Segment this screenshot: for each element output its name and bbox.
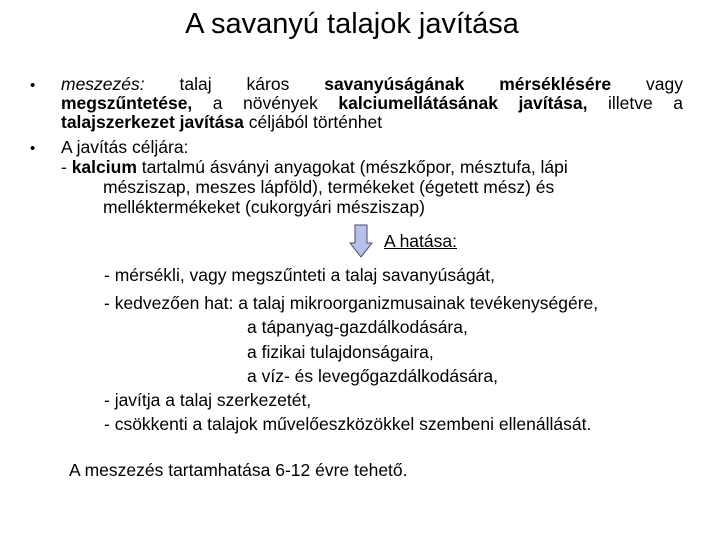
word: illetve [608, 93, 653, 113]
effect-line: a fizikai tulajdonságaira, [247, 342, 434, 362]
effect-line: - javítja a talaj szerkezetét, [104, 390, 312, 410]
word: növények [243, 93, 318, 113]
bullet-meszezes-line2 [61, 94, 683, 113]
bullet-meszezes-line1 [61, 75, 683, 94]
word: kalciumellátásának [338, 93, 498, 113]
word: a [673, 93, 683, 113]
text: céljából történhet [243, 112, 383, 132]
word: megszűntetése, [61, 93, 193, 113]
word: javítása, [518, 93, 588, 113]
bullet-meszezes-line3 [61, 113, 683, 132]
word: mérséklésére [499, 74, 612, 94]
javitas-line1 [61, 158, 568, 177]
bullet-marker: • [30, 77, 36, 94]
word: káros [246, 74, 290, 94]
text: - [61, 157, 72, 177]
bold-word: kalcium [71, 157, 137, 177]
bold-phrase: talajszerkezet javítása [61, 112, 244, 132]
page-title: A savanyú talajok javítása [185, 8, 519, 40]
bullet-javitas-heading: A javítás céljára: [61, 137, 189, 157]
effect-heading: A hatása: [384, 231, 457, 251]
text: tartalmú ásványi anyagokat (mészkőpor, mésztufa, lápi [136, 157, 568, 177]
word: a [212, 93, 223, 113]
effect-line: - csökkenti a talajok művelőeszközökkel szembeni ellenállását. [104, 414, 592, 434]
effect-line: a tápanyag-gazdálkodására, [247, 317, 468, 337]
effect-line: - mérsékli, vagy megszűnteti a talaj savanyúságát, [104, 265, 496, 285]
meszezes-term: meszezés: [61, 74, 145, 94]
javitas-line2: mésziszap, meszes lápföld), termékeket (égetett mész) és [103, 177, 555, 197]
down-arrow-icon [349, 224, 373, 258]
effect-line: - kedvezően hat: a talaj mikroorganizmusainak tevékenységére, [104, 293, 599, 313]
footer-note: A meszezés tartamhatása 6-12 évre tehető. [69, 460, 408, 480]
word: talaj [179, 74, 212, 94]
bullet-meszezes [61, 75, 683, 132]
javitas-line3: melléktermékeket (cukorgyári mésziszap) [103, 197, 425, 217]
word: vagy [646, 74, 683, 94]
word: savanyúságának [324, 74, 465, 94]
bullet-marker: • [30, 140, 36, 157]
effect-line: a víz- és levegőgazdálkodására, [247, 366, 498, 386]
